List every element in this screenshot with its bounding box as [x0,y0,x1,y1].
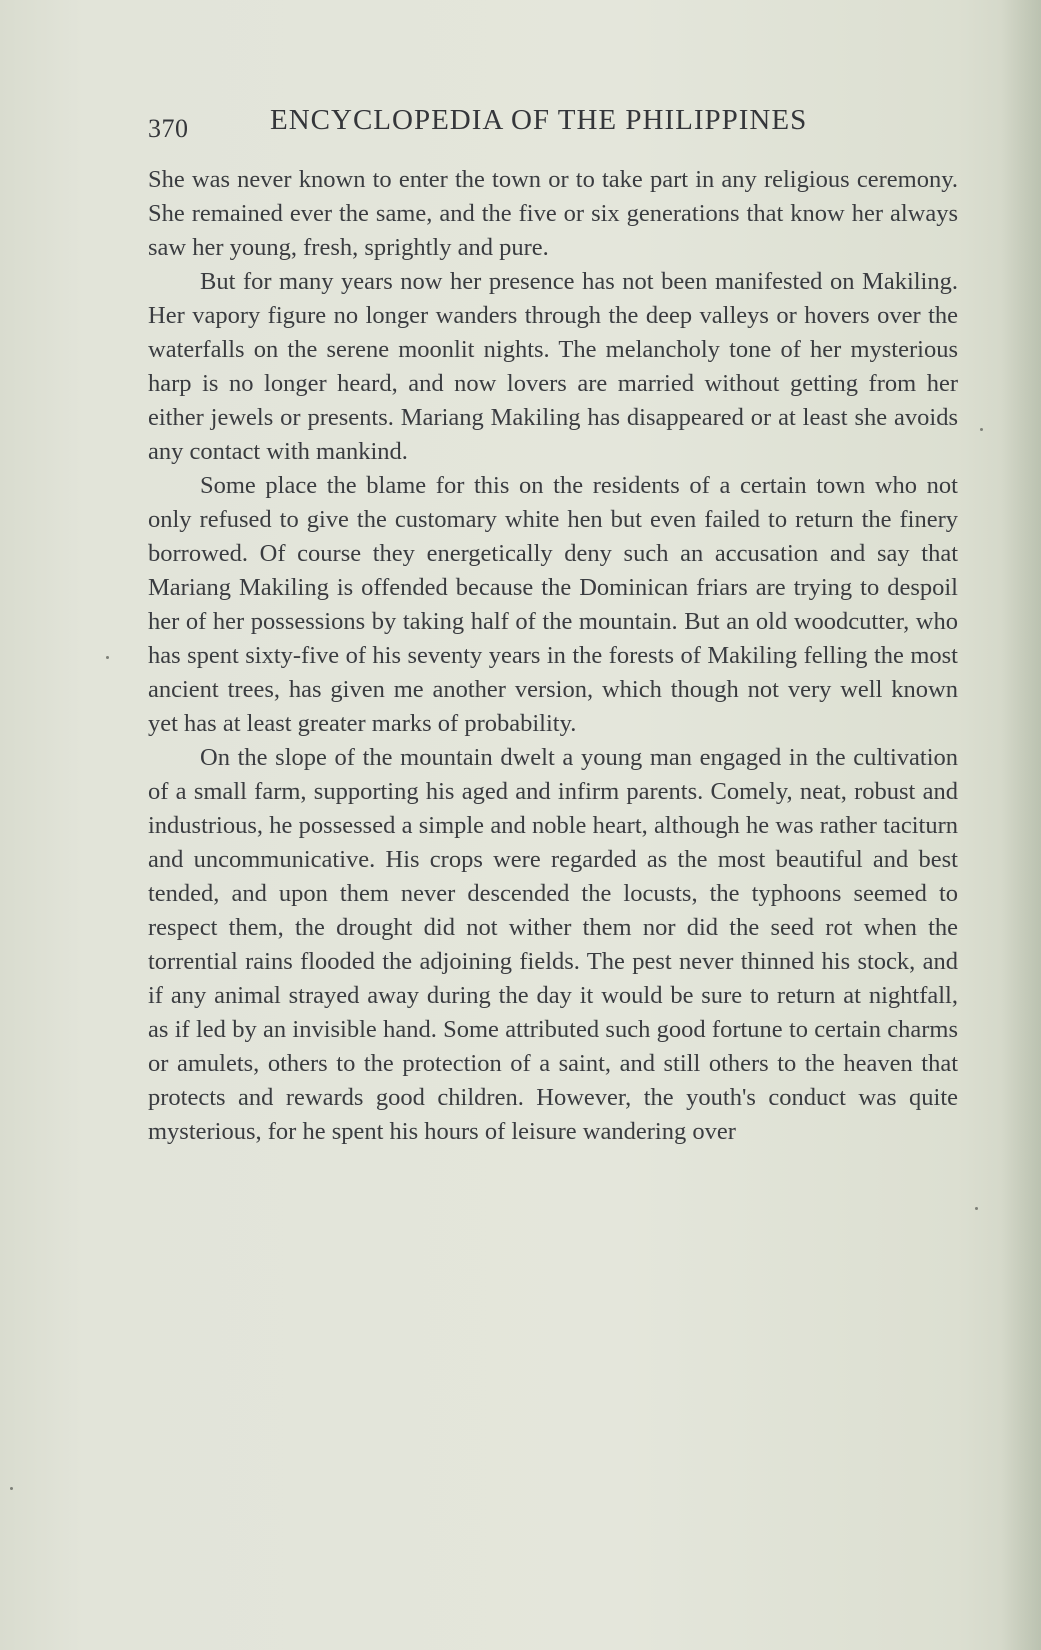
body-text [148,163,958,1149]
paper-speck [980,428,983,431]
paper-speck [975,1207,978,1210]
running-title: ENCYCLOPEDIA OF THE PHILIPPINES [270,104,808,136]
paragraph: Some place the blame for this on the residents of a certain town who not only refused to give the customary white hen but even failed to return the finery borrowed. Of course they energetically deny such an accusation and say that Mariang Makiling is offended because the Dominican friars are trying to despoil her of her possessions by taking half of the mountain. But an old woodcutter, who has spent sixty-five of his seventy years in the forests of Makiling felling the most ancient trees, has given me another version, which though not very well known yet has at least greater marks of probability. [148,472,958,737]
paragraph: On the slope of the mountain dwelt a young man engaged in the cultivation of a small farm, supporting his aged and infirm parents. Comely, neat, robust and industrious, he possessed a simple and noble heart, although he was rather taciturn and uncommunicative. His crops were regarded as the most beautiful and best tended, and upon them never descended the locusts, the typhoons seemed to respect them, the drought did not wither them nor did the seed rot when the torrential rains flooded the adjoining fields. The pest never thinned his stock, and if any animal strayed away during the day it would be sure to return at nightfall, as if led by an invisible hand. Some attributed such good fortune to certain charms or amulets, others to the protection of a saint, and still others to the heaven that protects and rewards good children. However, the youth's conduct was quite mysterious, for he spent his hours of leisure wandering over [148,744,958,1145]
paper-speck [10,1487,13,1490]
page-number: 370 [148,114,189,143]
paragraph-continued: She was never known to enter the town or to take part in any religious ceremony. She remained ever the same, and the five or six generations that know her always saw her young, fresh, sprightly and pure. [148,166,958,261]
paragraph: But for many years now her presence has not been manifested on Makiling. Her vapory figure no longer wanders through the deep valleys or hovers over the waterfalls on the serene moonlit nights. The melancholy tone of her mysterious harp is no longer heard, and now lovers are married without getting from her either jewels or presents. Mariang Makiling has disappeared or at least she avoids any contact with mankind. [148,268,958,465]
paper-speck [106,656,109,659]
page-header [148,104,868,144]
